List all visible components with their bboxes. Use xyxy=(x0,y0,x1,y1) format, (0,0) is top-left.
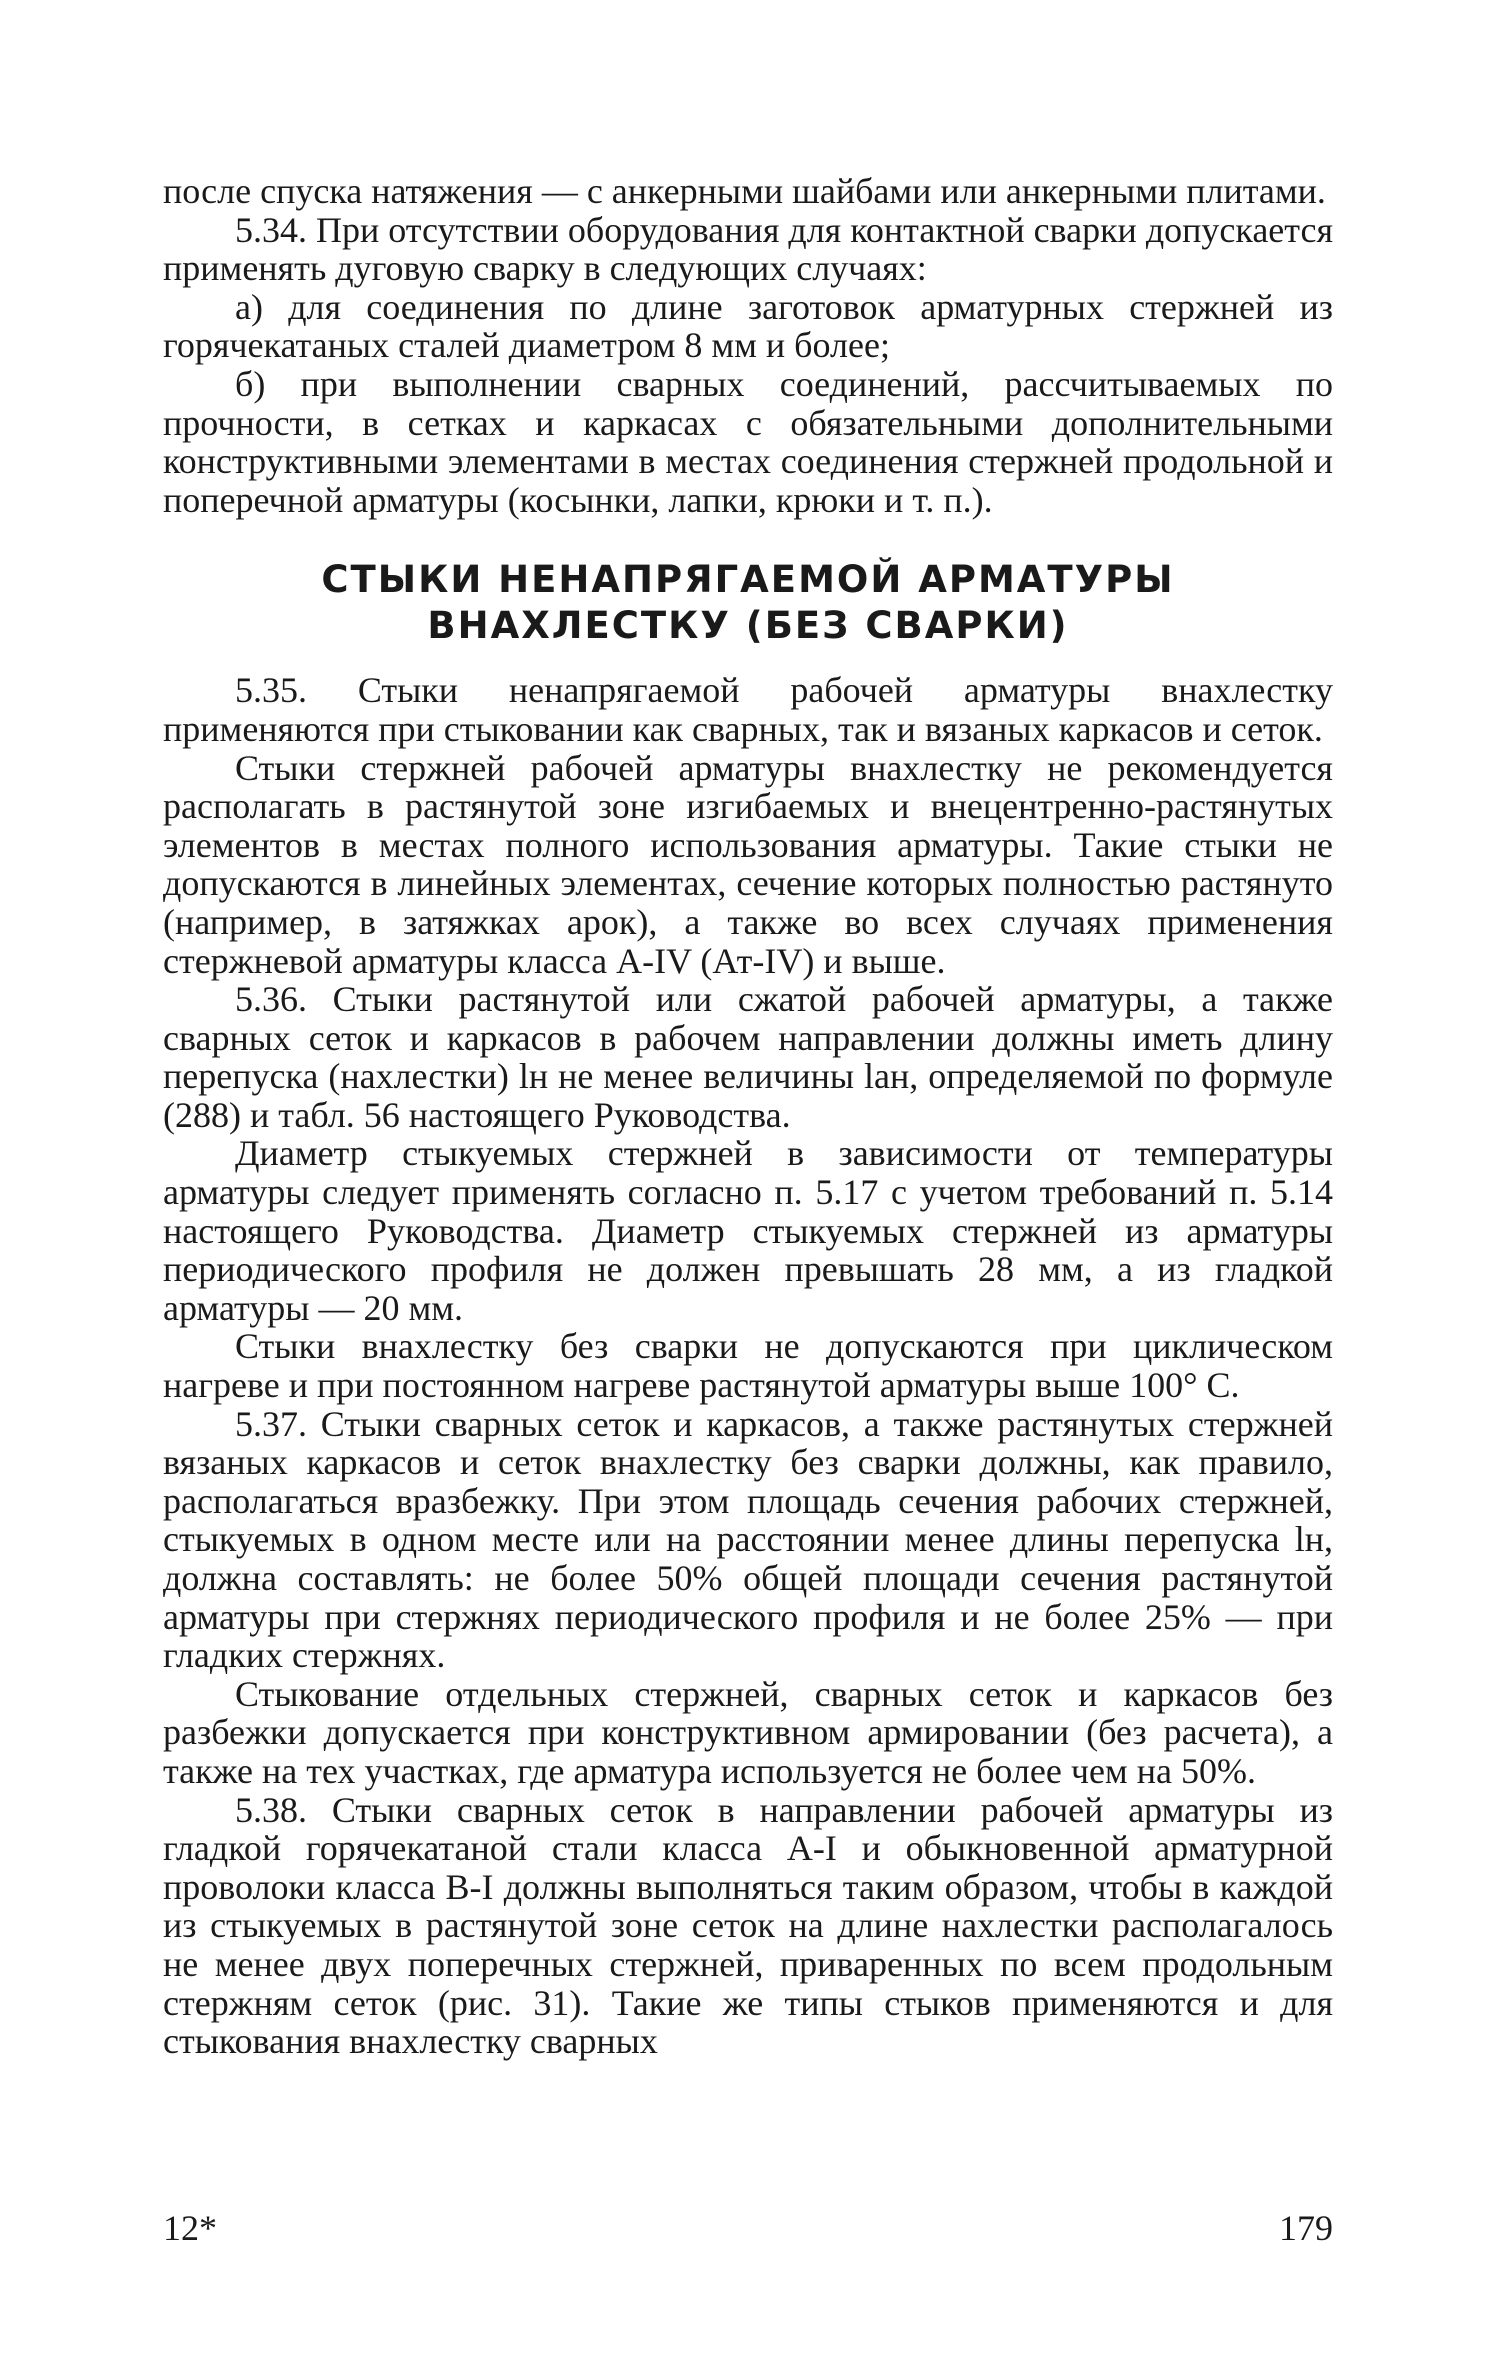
list-item-a: а) для соединения по длине заготовок арматурных стержней из горячекатаных сталей диаметром 8 мм и более; xyxy=(163,286,1333,366)
page-body xyxy=(163,172,1333,2061)
paragraph-continuation: после спуска натяжения — с анкерными шайбами или анкерными плитами. xyxy=(163,171,1326,211)
paragraph-bar-diameter: Диаметр стыкуемых стержней в зависимости от температуры арматуры следует применять согласно п. 5.17 с учетом требований п. 5.14 настоящего Руководства. Диаметр стыкуемых стержней из арматуры периодического профиля не должен превышать 28 мм, а из гладкой арматуры — 20 мм. xyxy=(163,1133,1333,1328)
section-heading-line-2: ВНАХЛЕСТКУ (БЕЗ СВАРКИ) xyxy=(427,604,1069,648)
paragraph-overlap-location: Стыки стержней рабочей арматуры внахлестку не рекомендуется располагать в растянутой зоне изгибаемых и внецентренно-растянутых элементов в местах полного использования арматуры. Такие стыки не допускаются в линейных элементах, сечение которых полностью растянуто (например, в затяжках арок), а также во всех случаях применения стержневой арматуры класса A-IV (Ат-IV) и выше. xyxy=(163,747,1333,981)
paragraph-heating: Стыки внахлестку без сварки не допускаются при циклическом нагреве и при постоянном нагреве растянутой арматуры выше 100° С. xyxy=(163,1326,1333,1406)
section-heading-line-1: СТЫКИ НЕНАПРЯГАЕМОЙ АРМАТУРЫ xyxy=(321,558,1175,602)
page-number: 179 xyxy=(1279,2208,1333,2248)
signature-mark: 12* xyxy=(163,2208,217,2248)
paragraph-5-38: 5.38. Стыки сварных сеток в направлении рабочей арматуры из гладкой горячекатаной стали класса A-I и обыкновенной арматурной проволоки класса B-I должны выполняться таким образом, чтобы в каждой из стыкуемых в растянутой зоне сеток на длине нахлестки располагалось не менее двух поперечных стержней, приваренных по всем продольным стержням сеток (рис. 31). Такие же типы стыков применяются и для стыкования внахлестку сварных xyxy=(163,1789,1333,2062)
paragraph-no-stagger: Стыкование отдельных стержней, сварных сеток и каркасов без разбежки допускается при конструктивном армировании (без расчета), а также на тех участках, где арматура используется не более чем на 50%. xyxy=(163,1673,1333,1791)
paragraph-5-37: 5.37. Стыки сварных сеток и каркасов, а также растянутых стержней вязаных каркасов и сеток внахлестку без сварки должны, как правило, располагаться вразбежку. При этом площадь сечения рабочих стержней, стыкуемых в одном месте или на расстоянии менее длины перепуска lн, должна составлять: не более 50% общей площади сечения растянутой арматуры при стержнях периодического профиля и не более 25% — при гладких стержнях. xyxy=(163,1403,1333,1676)
paragraph-5-35: 5.35. Стыки ненапрягаемой рабочей арматуры внахлестку применяются при стыковании как сварных, так и вязаных каркасов и сеток. xyxy=(163,670,1333,749)
list-item-b: б) при выполнении сварных соединений, рассчитываемых по прочности, в сетках и каркасах с обязательными дополнительными конструктивными элементами в местах соединения стержней продольной и поперечной арматуры (косынки, лапки, крюки и т. п.). xyxy=(163,363,1333,520)
section-heading xyxy=(163,557,1333,649)
paragraph-5-36: 5.36. Стыки растянутой или сжатой рабочей арматуры, а также сварных сеток и каркасов в рабочем направлении должны иметь длину перепуска (нахлестки) lн не менее величины lан, определяемой по формуле (288) и табл. 56 настоящего Руководства. xyxy=(163,979,1333,1135)
paragraph-5-34: 5.34. При отсутствии оборудования для контактной сварки допускается применять дуговую сварку в следующих случаях: xyxy=(163,209,1333,289)
